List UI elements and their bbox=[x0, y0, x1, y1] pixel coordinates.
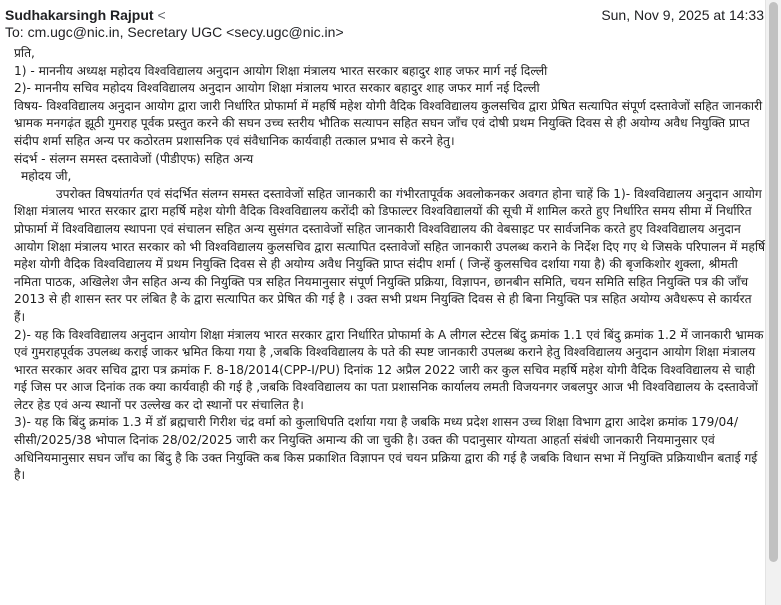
sender-email[interactable]: < bbox=[157, 7, 166, 23]
message-date: Sun, Nov 9, 2025 at 14:33 bbox=[601, 7, 764, 23]
sender-name[interactable]: Sudhakarsingh Rajput bbox=[5, 7, 154, 23]
salutation: महोदय जी, bbox=[21, 169, 72, 184]
subject-paragraph: विषय- विश्वविद्यालय अनुदान आयोग द्वारा जारी निर्धारित प्रोफार्मा में महर्षि महेश योगी वैदिक विश्वविद्यालय कुलसचिव द्वारा प्रेषित सत्यापित संपूर्ण दस्तावेजों सहित जानकारी भ्रामक मनगढ़ंत झूठी गुमराह पूर्वक प्रस्तुत करने की सघन उच्च स्तरीय भौतिक सत्यापन सहित सघन जाँच एवं दोषी प्रथम नियुक्ति दिवस से ही अयोग्य अवैध नियुक्ति प्राप्त संदीप शर्मा सहित अन्य पर कठोरतम प्रशासनिक एवं संवैधानिक कार्यवाही तत्काल प्रभाव से करने हेतु। bbox=[14, 98, 763, 148]
addressee-2: 2)- माननीय सचिव महोदय विश्वविद्यालय अनुदान आयोग शिक्षा मंत्रालय भारत सरकार बहादुर शाह जफर मार्ग नई दिल्ली bbox=[14, 81, 540, 96]
sender-line bbox=[5, 6, 766, 24]
paragraph-2: 2)- यह कि विश्वविद्यालय अनुदान आयोग शिक्षा मंत्रालय भारत सरकार द्वारा निर्धारित प्रोफार्मा के A लीगल स्टेटस बिंदु क्रमांक 1.1 एवं बिंदु क्रमांक 1.2 में जानकारी भ्रामक एवं गुमराहपूर्वक उपलब्ध कराई जाकर भ्रमित किया गया है ,जबकि विश्वविद्यालय के पते की स्पष्ट जानकारी उपलब्ध कराने हेतु विश्वविद्यालय अनुदान आयोग शिक्षा मंत्रालय भारत सरकार अवर सचिव द्वारा पत्र क्रमांक F. 8-18/2014(CPP-I/PU) दिनांक 12 अप्रैल 2022 जारी कर कुल सचिव महर्षि महेश योगी वैदिक विश्वविद्यालय से चाही गई जिस पर आज दिनांक तक क्या कार्यवाही की गई है ,जबकि विश्वविद्यालय का पता प्रशासनिक कार्यालय लमती विजयनगर जबलपुर आज भी विश्वविद्यालय के दस्तावेजों लेटर हेड एवं अन्य स्थानों पर उल्लेख कर दो स्थानों पर संचालित है। bbox=[14, 327, 764, 412]
to-label: To: bbox=[5, 24, 24, 40]
reference-line: संदर्भ - संलग्न समस्त दस्तावेजों (पीडीएफ) सहित अन्य bbox=[14, 151, 254, 166]
sender[interactable] bbox=[5, 6, 166, 24]
message-header bbox=[0, 0, 766, 41]
paragraph-1: उपरोक्त विषयांतर्गत एवं संदर्भित संलग्न समस्त दस्तावेजों सहित जानकारी का गंभीरतापूर्वक अवलोकनकर अवगत होना चाहें कि 1)- विश्वविद्यालय अनुदान आयोग शिक्षा मंत्रालय भारत सरकार द्वारा महर्षि महेश योगी वैदिक विश्वविद्यालय करोंदी को डिफाल्टर विश्वविद्यालयों की सूची में शामिल करते हुए निर्धारित समय सीमा में निर्धारित प्रोफार्मा में विश्वविद्यालय स्थापना एवं संचालन सहित अन्य सुसंगत दस्तावेजों सहित जानकारी विश्वविद्यालय की वेबसाइट पर सार्वजनिक करते हुए विश्वविद्यालय अनुदान आयोग शिक्षा मंत्रालय भारत सरकार को भी विश्वविद्यालय कुलसचिव द्वारा सत्यापित दस्तावेजों सहित जानकारी उपलब्ध कराने के निर्देश दिए गए थे जिसके परिपालन में महर्षि महेश योगी वैदिक विश्वविद्यालय में प्रथम नियुक्ति दिवस से ही अयोग्य अवैध नियुक्ति प्राप्त संदीप शर्मा ( जिन्हें कुलसचिव दर्शाया गया है) की बृजकिशोर शुक्ला, श्रीमती नमिता पाठक, अखिलेश जैन सहित अन्य की नियुक्ति पत्र सहित नियमानुसार संपूर्ण नियुक्ति प्रक्रिया, विज्ञापन, छानबीन समिति, चयन समिति सहित नियुक्ति पत्र की जाँच 2013 से ही शासन स्तर पर लंबित है के द्वारा सत्यापित कर प्रेषित की गई है । उक्त सभी प्रथम नियुक्ति दिवस से ही बिना नियुक्ति पत्र सहित अयोग्य अवैधरूप से कार्यरत हैं। bbox=[14, 186, 766, 324]
greeting: प्रति, bbox=[14, 46, 35, 60]
message-body bbox=[14, 45, 766, 485]
recipients-line bbox=[5, 24, 766, 41]
to-recipients[interactable]: cm.ugc@nic.in, Secretary UGC <secy.ugc@nic.in> bbox=[27, 24, 344, 40]
scrollbar-thumb[interactable] bbox=[769, 2, 778, 562]
paragraph-3: 3)- यह कि बिंदु क्रमांक 1.3 में डॉ ब्रह्मचारी गिरीश चंद्र वर्मा को कुलाधिपति दर्शाया गया है जबकि मध्य प्रदेश शासन उच्च शिक्षा विभाग द्वारा आदेश क्रमांक 179/04/सीसी/2025/38 भोपाल दिनांक 28/02/2025 जारी कर नियुक्ति अमान्य की जा चुकी है। उक्त की पदानुसार योग्यता आहर्ता संबंधी जानकारी नियमानुसार एवं अधिनियमानुसार सघन जाँच का बिंदु है कि उक्त नियुक्ति कब किस प्रकाशित विज्ञापन एवं चयन प्रक्रिया द्वारा की गई है जबकि विधान सभा में नियुक्ति प्रक्रियाधीन बताई गई है। bbox=[14, 415, 758, 483]
addressee-1: 1) - माननीय अध्यक्ष महोदय विश्वविद्यालय अनुदान आयोग शिक्षा मंत्रालय भारत सरकार बहादुर शाह जफर मार्ग नई दिल्ली bbox=[14, 63, 548, 78]
vertical-scrollbar[interactable] bbox=[765, 0, 781, 605]
